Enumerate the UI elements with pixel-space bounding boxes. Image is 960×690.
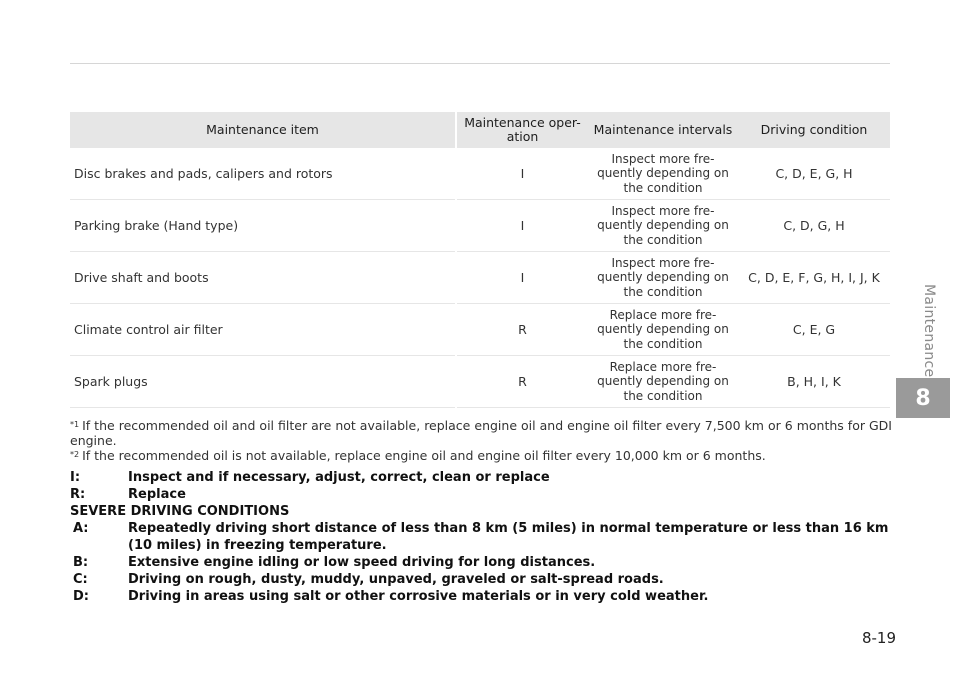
interval-cell: Inspect more fre- quently depending on the condition [588,200,738,252]
table-row [70,200,890,252]
item-cell: Drive shaft and boots [70,252,456,304]
top-divider [70,63,890,64]
legend-desc: Driving on rough, dusty, muddy, unpaved, graveled or salt-spread roads. [128,572,664,587]
section-side-label: Maintenance [921,284,937,378]
item-cell: Spark plugs [70,356,456,408]
footnotes [70,418,892,463]
page-number: 8-19 [861,629,896,647]
severe-conditions-heading: SEVERE DRIVING CONDITIONS [70,504,290,519]
legend-row [70,486,890,503]
item-cell: Climate control air filter [70,304,456,356]
interval-cell: Replace more fre- quently depending on the condition [588,304,738,356]
header-driving-condition: Driving condition [738,112,890,148]
legend-desc: Repeatedly driving short distance of less than 8 km (5 miles) in normal temperature or less than 16 km (10 miles) in freezing temperature. [128,521,889,553]
legend-code: B: [73,555,89,570]
footnote-mark: *2 [70,450,80,459]
operation-cell: I [456,148,588,200]
condition-cell: C, E, G [738,304,890,356]
table-row [70,148,890,200]
condition-cell: B, H, I, K [738,356,890,408]
legend-row [70,571,890,588]
legend-row [70,520,890,554]
condition-cell: C, D, E, F, G, H, I, J, K [738,252,890,304]
legend-code: I: [70,470,81,485]
interval-cell: Inspect more fre- quently depending on the condition [588,252,738,304]
legend-code: A: [73,521,89,536]
legend-code: D: [73,589,89,604]
footnote [70,418,892,448]
footnote-mark: *1 [70,420,80,429]
interval-cell: Replace more fre- quently depending on the condition [588,356,738,408]
legend-row [70,554,890,571]
legend-row [70,469,890,486]
legend [70,469,890,605]
operation-cell: R [456,304,588,356]
footnote-text: If the recommended oil is not available, replace engine oil and engine oil filter every 10,000 km or 6 months. [82,448,766,463]
legend-code: C: [73,572,88,587]
footnote-text: If the recommended oil and oil filter are not available, replace engine oil and engine oil filter every 7,500 km or 6 months for GDI engine. [70,418,892,448]
legend-desc: Extensive engine idling or low speed driving for long distances. [128,555,596,570]
interval-cell: Inspect more fre- quently depending on the condition [588,148,738,200]
legend-code: R: [70,487,86,502]
item-cell: Disc brakes and pads, calipers and rotors [70,148,456,200]
condition-cell: C, D, E, G, H [738,148,890,200]
legend-row [70,588,890,605]
table-row [70,304,890,356]
table-header-row [70,112,890,148]
legend-desc: Replace [128,487,186,502]
legend-desc: Driving in areas using salt or other corrosive materials or in very cold weather. [128,589,709,604]
maintenance-table [70,112,890,408]
header-maintenance-intervals: Maintenance intervals [588,112,738,148]
operation-cell: R [456,356,588,408]
table-row [70,356,890,408]
condition-cell: C, D, G, H [738,200,890,252]
chapter-number-tab[interactable]: 8 [896,378,950,418]
header-maintenance-item: Maintenance item [70,112,456,148]
header-maintenance-operation: Maintenance oper- ation [456,112,588,148]
operation-cell: I [456,200,588,252]
footnote [70,448,892,463]
operation-cell: I [456,252,588,304]
legend-desc: Inspect and if necessary, adjust, correct, clean or replace [128,470,550,485]
table-row [70,252,890,304]
item-cell: Parking brake (Hand type) [70,200,456,252]
